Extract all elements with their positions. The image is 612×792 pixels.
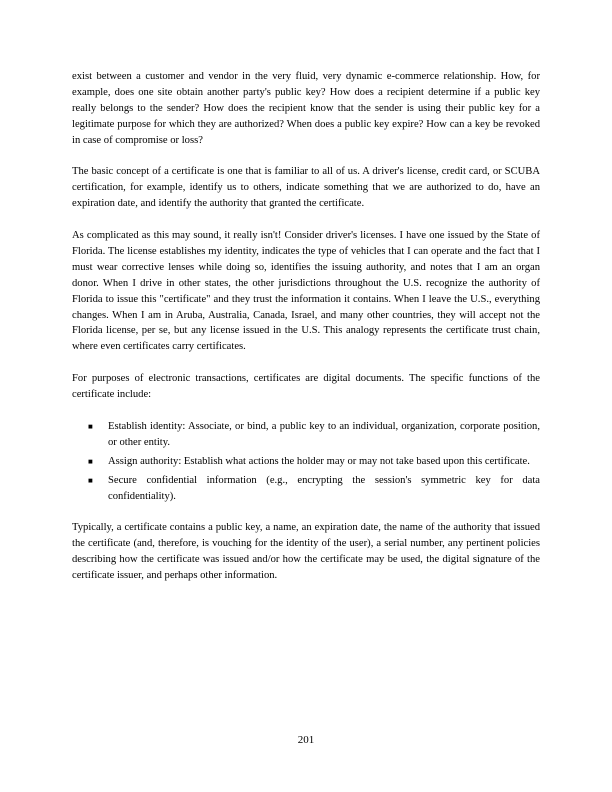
paragraph-certificate-concept: The basic concept of a certificate is one that is familiar to all of us. A driver's license, credit card, or SCUBA certification, for example, identify us to others, indicate something that we are authorized to do, have an expiration date, and identify the authority that granted the certificate. — [72, 166, 540, 210]
page-number: 201 — [297, 734, 315, 746]
certificate-functions-list — [72, 419, 540, 505]
list-item — [72, 454, 540, 470]
list-item-text: Secure confidential information (e.g., encrypting the session's symmetric key for data confidentiality). — [108, 474, 540, 502]
bullet-square-icon: ■ — [88, 456, 93, 466]
list-item-text: Establish identity: Associate, or bind, a public key to an individual, organization, corporate position, or other entity. — [108, 420, 540, 448]
list-item — [72, 419, 540, 451]
paragraph-drivers-license-analogy: As complicated as this may sound, it really isn't! Consider driver's licenses. I have one issued by the State of Florida. The license establishes my identity, indicates the type of vehicles that I can operate and the fact that I must wear corrective lenses while doing so, identifies the issuing authority, and notes that I am an organ donor. When I drive in other states, the other jurisdictions throughout the U.S. recognize the authority of Florida to issue this "certificate" and they trust the information it contains. When I leave the U.S., everything changes. When I am in Aruba, Australia, Canada, Israel, and many other countries, they will accept not the Florida license, per se, but any license issued in the U.S. This analogy represents the certificate trust chain, where even certificates carry certificates. — [72, 230, 540, 353]
list-item-text: Assign authority: Establish what actions the holder may or may not take based upon this certificate. — [108, 455, 530, 467]
list-item — [72, 473, 540, 505]
paragraph-public-key-questions: exist between a customer and vendor in the very fluid, very dynamic e-commerce relationship. How, for example, does one site obtain another party's public key? How does a recipient determine if a public key really belongs to the sender? How does the recipient know that the sender is using their public key for a legitimate purpose for which they are authorized? When does a public key expire? How can a key be revoked in case of compromise or loss? — [72, 71, 540, 146]
bullet-square-icon: ■ — [88, 475, 93, 485]
paragraph-certificate-functions-intro: For purposes of electronic transactions, certificates are digital documents. The specific functions of the certificate include: — [72, 373, 540, 401]
bullet-square-icon: ■ — [88, 421, 93, 431]
paragraph-certificate-contents: Typically, a certificate contains a public key, a name, an expiration date, the name of the authority that issued the certificate (and, therefore, is vouching for the identity of the user), a serial number, any pertinent policies describing how the certificate was issued and/or how the certificate may be used, the digital signature of the certificate issuer, and perhaps other information. — [72, 522, 540, 582]
page-body — [72, 69, 540, 584]
